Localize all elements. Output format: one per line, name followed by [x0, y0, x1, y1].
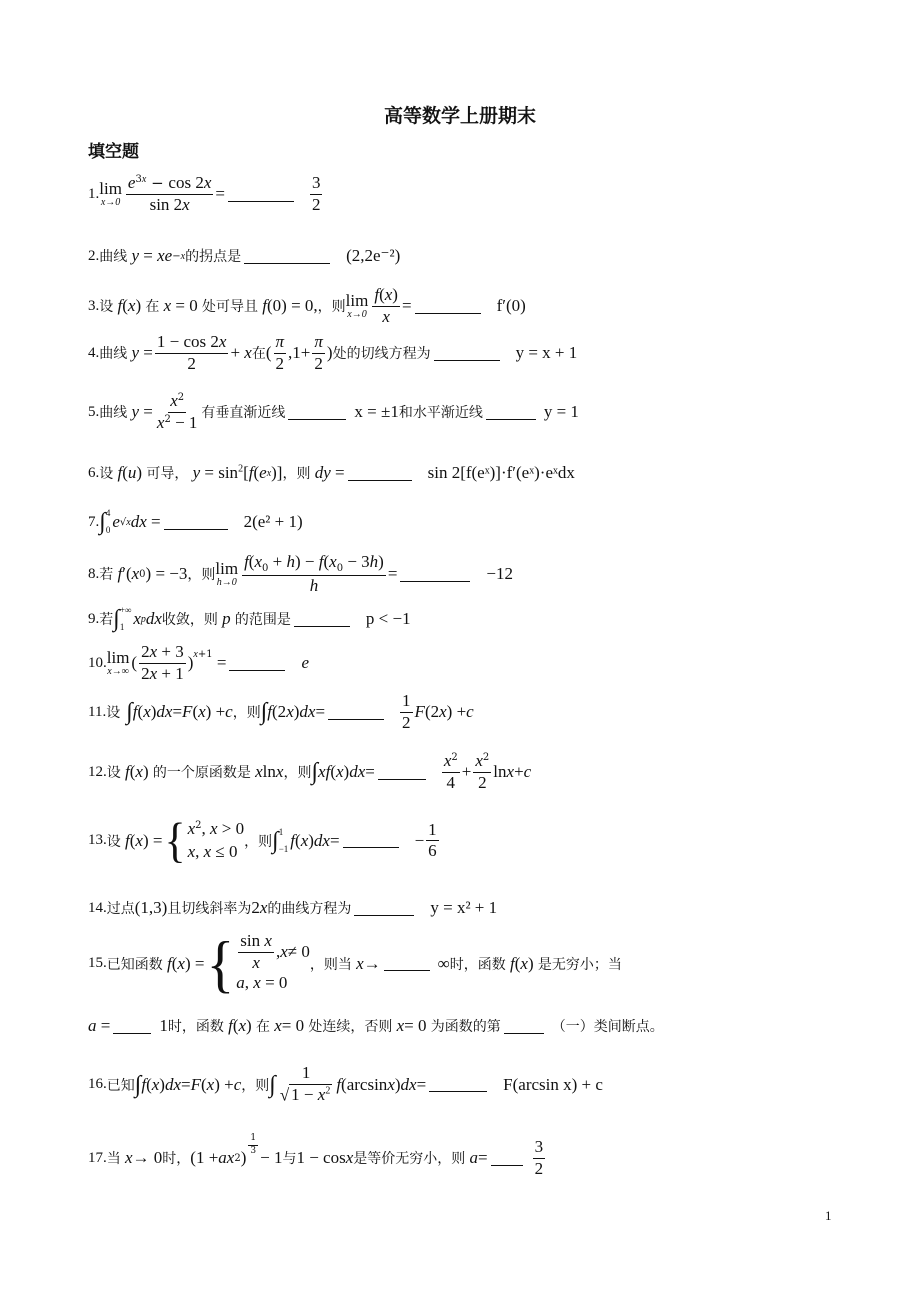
answer-5a: x = ±1 — [354, 402, 399, 422]
question-17: 17. 当 x → 0 时， (1 + ax 2 ) $\frac{1}{3}$ − 1 与 1 − cos x 是等价无穷小，则 a = $\frac{3}{2}$ — [88, 1133, 544, 1178]
question-1: 1. lim x→0 $\frac{e^{3x} - \cos 2x}{\sin 2x}$ = $\frac{3}{2}$ — [88, 173, 321, 214]
answer-15a: ∞ — [437, 953, 450, 973]
answer-4: y = x + 1 — [515, 343, 578, 363]
question-14: 14. 过点 (1,3) 且切线斜率为 2 x 的曲线方程为 y = x² + 1 — [88, 898, 498, 917]
section-heading: 填空题 — [88, 142, 139, 162]
question-15: 15. 已知函数 f ( x ) = { $\frac{\text{sin x}}{x}$ , x ≠ 0 a, x = 0 ，则当 x → ∞ 时，函数 f ( x ) 是无穷小；当 — [88, 927, 622, 999]
question-12: 12. 设 f ( x ) 的一个原函数是 x ln x ，则 ∫ xf ( x ) dx = $\frac{x^2}{4}$ + $\frac{x^2}{2}$ ln x + c — [88, 751, 532, 792]
answer-16: F(arcsin x) + c — [503, 1074, 603, 1094]
answer-17: $\frac{3}{2}$ — [534, 1137, 544, 1178]
question-3: 3. 设 f ( x ) 在 x = 0 处可导且 f (0) = 0, ，则 lim x→0 $\frac{f(x)}{x}$ = f′(0) — [88, 285, 526, 326]
question-8: 8. 若 f ′( x 0 ) = −3 ，则 lim h→0 $\frac{f(x_0 + h) - f(x_0 - 3h)}{h}$ = −12 — [88, 552, 514, 595]
question-16: 16. 已知 ∫ f ( x ) dx = F ( x ) + c ，则 ∫ $\frac{1}{√ 1 - x^2}$ f (arcsin x ) dx = F(arcsin x) + c — [88, 1063, 603, 1105]
answer-10: e — [301, 653, 309, 673]
answer-1: $\frac{3}{2}$ — [311, 173, 321, 214]
answer-8: −12 — [486, 564, 514, 584]
answer-15b: 1 — [159, 1016, 168, 1035]
question-13: 13. 设 f ( x ) = { $x^2$, x > 0 x, x ≤ 0 ，则 ∫ 1 −1 f ( x ) dx = − $\frac{1}{6}$ — [88, 813, 437, 868]
question-9: 9. 若 ∫ +∞ 1 x p dx 收敛，则 p 的范围是 p < −1 — [88, 605, 411, 632]
question-2: 2. 曲线 y = xe −x 的拐点是 (2,2e⁻²) — [88, 246, 401, 265]
answer-9: p < −1 — [365, 609, 411, 628]
question-4: 4. 曲线 y = $\frac{1 - \cos 2x}{2}$ + x 在 ( $\frac{\pi}{2}$ ,1+ $\frac{\pi}{2}$ ) 处的切线方程为 y = x + 1 — [88, 332, 578, 373]
answer-3: f′(0) — [496, 296, 526, 316]
question-5: 5. 曲线 y = $\frac{x^2}{x^2 - 1}$ 有垂直渐近线 x = ±1 和水平渐近线 y = 1 — [88, 391, 579, 432]
answer-5b: y = 1 — [543, 402, 579, 422]
question-7: 7. ∫ 4 0 e √x dx = 2(e² + 1) — [88, 508, 303, 535]
answer-7: 2(e² + 1) — [243, 512, 303, 531]
answer-6: sin 2[f(eˣ)]·f′(eˣ)·eˣdx — [427, 463, 575, 482]
answer-2: (2,2e⁻²) — [346, 246, 401, 265]
question-6: 6. 设 f ( u ) 可导， y = $\sin^2$[ f ( e x )] ，则 dy = sin 2[f(eˣ)]·f′(eˣ)·eˣdx — [88, 463, 575, 482]
question-11: 11. 设 ∫ f ( x ) dx = F ( x ) + c ，则 ∫ f (2 x ) dx = $\frac{1}{2}$ F (2 x ) + c — [88, 691, 474, 732]
question-15-cont: a = 1 时，函数 f ( x ) 在 x = 0 处连续，否则 x = 0 为函数的第 （一）类间断点。 — [88, 1016, 664, 1035]
answer-14: y = x² + 1 — [430, 898, 498, 917]
question-10: 10. lim x→∞ ( $\frac{2x + 3}{2x + 1}$ ) $^{x +1}$ = e — [88, 642, 309, 683]
page-title: 高等数学上册期末 — [383, 105, 536, 127]
page-number: 1 — [825, 1208, 832, 1223]
